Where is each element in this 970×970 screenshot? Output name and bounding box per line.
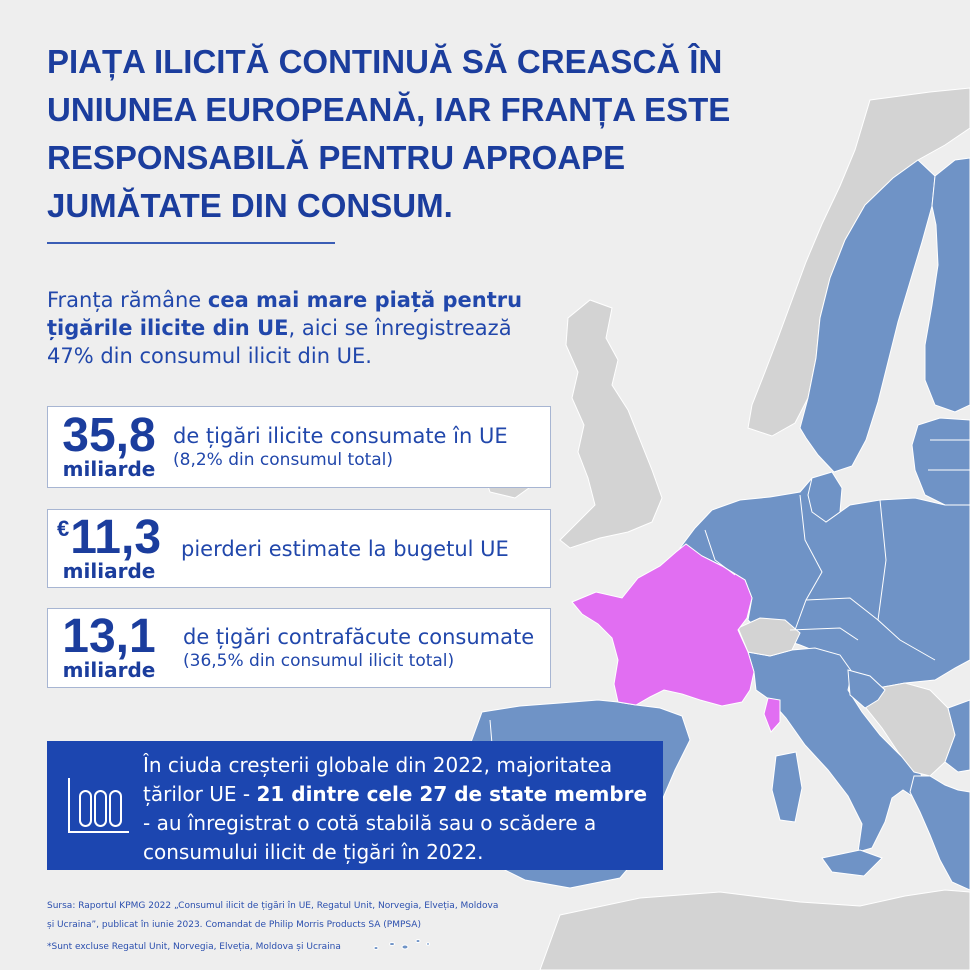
stat-figure bbox=[50, 510, 168, 583]
stat-box bbox=[47, 509, 551, 588]
map-island bbox=[427, 943, 430, 945]
map-island bbox=[416, 940, 420, 943]
stat-box bbox=[47, 608, 551, 688]
map-island bbox=[402, 945, 408, 949]
map-sicily bbox=[822, 850, 882, 876]
source-line: Sursa: Raportul KPMG 2022 „Consumul ilicit de țigări în UE, Regatul Unit, Norvegia, Elveția, Moldova bbox=[47, 901, 499, 911]
callout-line: consumului ilicit de țigări în 2022. bbox=[143, 840, 484, 864]
currency-symbol: € bbox=[56, 515, 70, 541]
intro-highlight: cea mai mare piață pentru bbox=[207, 288, 523, 312]
stat-description-block bbox=[173, 423, 508, 471]
stat-value: 35,8 bbox=[62, 409, 156, 462]
map-baltic-states bbox=[912, 418, 970, 505]
map-sardinia bbox=[772, 752, 802, 822]
stat-subtext: (8,2% din consumul total) bbox=[173, 450, 394, 470]
stat-subtext: (36,5% din consumul ilicit total) bbox=[183, 651, 455, 671]
stat-unit: miliarde bbox=[62, 457, 156, 481]
stat-description: pierderi estimate la bugetul UE bbox=[181, 536, 509, 561]
footnote-text: *Sunt excluse Regatul Unit, Norvegia, Elveția, Moldova și Ucraina bbox=[47, 942, 341, 952]
map-island bbox=[390, 943, 395, 946]
stat-description-block bbox=[183, 624, 534, 672]
intro-paragraph bbox=[47, 286, 522, 370]
intro-text: 47% din consumul ilicit din UE. bbox=[47, 344, 372, 368]
stat-unit: miliarde bbox=[62, 658, 156, 682]
page-title bbox=[47, 38, 730, 230]
map-united-kingdom bbox=[560, 300, 662, 548]
bar-chart-icon bbox=[67, 776, 131, 836]
map-island bbox=[374, 947, 378, 950]
stat-description: de țigări ilicite consumate în UE bbox=[173, 424, 508, 448]
stat-figure bbox=[50, 610, 168, 682]
stat-value: 13,1 bbox=[62, 610, 156, 663]
title-line: RESPONSABILĂ PENTRU APROAPE bbox=[47, 139, 626, 176]
map-greece bbox=[910, 776, 970, 890]
title-divider bbox=[47, 242, 335, 244]
title-line: UNIUNEA EUROPEANĂ, IAR FRANȚA ESTE bbox=[47, 91, 731, 128]
title-line: PIAȚA ILICITĂ CONTINUĂ SĂ CREASCĂ ÎN bbox=[47, 43, 723, 80]
stat-description-block bbox=[181, 536, 509, 562]
callout-line: În ciuda creșterii globale din 2022, majoritatea bbox=[143, 753, 613, 777]
callout-highlight: 21 dintre cele 27 de state membre bbox=[256, 782, 648, 806]
title-line: JUMĂTATE DIN CONSUM. bbox=[47, 187, 453, 224]
footnote bbox=[47, 938, 341, 957]
callout-line: - au înregistrat o cotă stabilă sau o scădere a bbox=[143, 811, 597, 835]
stat-value-wrap bbox=[50, 510, 168, 564]
stat-box bbox=[47, 406, 551, 488]
source-line: și Ucraina”, publicat în iunie 2023. Comandat de Philip Morris Products SA (PMPSA) bbox=[47, 920, 421, 930]
callout-text: țărilor UE - bbox=[143, 782, 257, 806]
stat-value: 11,3 bbox=[70, 510, 162, 564]
callout-box bbox=[47, 741, 663, 870]
map-corsica bbox=[764, 698, 780, 732]
callout-line bbox=[143, 780, 663, 809]
map-sweden bbox=[800, 160, 935, 472]
intro-text: Franța rămâne bbox=[47, 288, 208, 312]
map-north-africa bbox=[540, 890, 970, 970]
stat-figure bbox=[50, 409, 168, 481]
stat-description: de țigări contrafăcute consumate bbox=[183, 625, 535, 649]
intro-highlight: țigările ilicite din UE bbox=[47, 316, 289, 340]
stat-unit: miliarde bbox=[62, 558, 156, 583]
intro-text: , aici se înregistrează bbox=[288, 316, 512, 340]
source-note bbox=[47, 897, 498, 935]
